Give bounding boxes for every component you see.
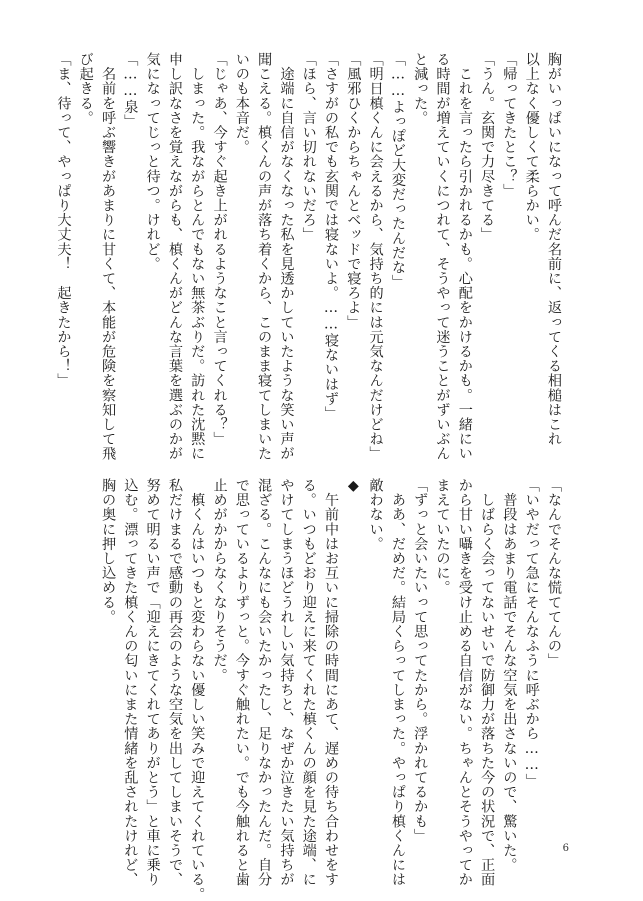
text-line: び起きる。 bbox=[77, 52, 94, 125]
text-line: 「じゃあ、今すぐ起き上がれるようなこと言ってくれる？」 bbox=[211, 52, 228, 447]
text-line: と減った。 bbox=[412, 52, 429, 125]
text-line: 途端に自信がなくなった私を見透かしていたような笑い声が bbox=[278, 52, 295, 461]
section-break-diamond: ◆ bbox=[345, 478, 362, 495]
text-line: 混ざる。こんなにも会いたかったし、足りなかったんだ。自分 bbox=[256, 478, 273, 887]
text-line: 槙くんはいつもと変わらない優しい笑みで迎えてくれている。 bbox=[189, 478, 206, 901]
text-line: 努めて明るい声で「迎えにきてくれてありがとう」と車に乗り bbox=[144, 478, 161, 887]
text-line: 「……よっぽど大変だったんだな」 bbox=[389, 52, 406, 290]
text-line: る。いつもどおり迎えに来てくれた槙くんの顔を見た途端、に bbox=[300, 478, 317, 887]
text-line: 「なんでそんな慌ててんの」 bbox=[546, 478, 562, 668]
text-line: 「うん。玄関で力尽きてる」 bbox=[479, 52, 496, 242]
text-line: いのも本音だ。 bbox=[233, 52, 250, 155]
text-line: 名前を呼ぶ響きがあまりに甘くて、本能が危険を察知して飛 bbox=[100, 52, 117, 461]
text-line: まえていたのに。 bbox=[434, 478, 451, 595]
text-line: 「ずっと会いたいって思ってたから。浮かれてるかも」 bbox=[412, 478, 429, 843]
text-line: 止めがかからなくなりそうだ。 bbox=[211, 478, 228, 683]
page-number: 6 bbox=[562, 843, 569, 854]
text-line: 申し訳なさを覚えながらも、槙くんがどんな言葉を選ぶのかが bbox=[166, 52, 183, 461]
text-line: 胸がいっぱいになって呼んだ名前に、返ってくる相槌はこれ bbox=[546, 52, 562, 447]
text-line: 「ほら、言い切れないだろ」 bbox=[300, 52, 317, 242]
text-line: 普段はあまり電話でそんな空気を出さないので、驚いた。 bbox=[501, 478, 518, 873]
text-line: 胸の奥に押し込める。 bbox=[100, 478, 117, 624]
text-line: る時間が増えていくにつれて、そうやって迷うことがずいぶん bbox=[434, 52, 451, 461]
text-line: 気になってじっと待つ。けれど。 bbox=[144, 52, 161, 271]
text-line: ああ、だめだ。結局くらってしまった。やっぱり槙くんには bbox=[389, 478, 406, 887]
text-line: 午前中はお互いに掃除の時間にあて、遅めの待ち合わせをす bbox=[323, 478, 340, 887]
text-line: しまった。我ながらとんでもない無茶ぶりだ。訪れた沈黙に bbox=[189, 52, 206, 461]
text-line: から甘い囁きを受け止める自信がない。ちゃんとそうやってか bbox=[456, 478, 473, 887]
text-line: 込む。漂ってきた槙くんの匂いにまた情緒を乱されたけれど、 bbox=[122, 478, 139, 887]
text-block-upper bbox=[52, 52, 565, 461]
text-line: 「さすがの私でも玄関では寝ないよ。……寝ないはず」 bbox=[323, 52, 340, 421]
text-line: 「いやだって急にそんなふうに呼ぶから……」 bbox=[523, 478, 540, 789]
text-line: 「帰ってきたとこ？」 bbox=[501, 52, 518, 198]
text-line: 私だけまるで感動の再会のような空気を出してしまいそうで、 bbox=[166, 478, 183, 887]
text-line: しばらく会ってないせいで防御力が落ちた今の状況で、正面 bbox=[479, 478, 496, 887]
text-block-lower bbox=[97, 478, 565, 901]
text-line: 敵わない。 bbox=[367, 478, 384, 551]
text-line: 「……泉」 bbox=[122, 52, 139, 129]
text-line: 以上なく優しくて柔らかい。 bbox=[523, 52, 540, 242]
text-line: で思っているよりずっと。今すぐ触れたい。でも今触れると歯 bbox=[233, 478, 250, 887]
text-line: 「風邪ひくからちゃんとベッドで寝ろよ」 bbox=[345, 52, 362, 330]
text-line: やけてしまうほどうれしい気持ちと、なぜか泣きたい気持ちが bbox=[278, 478, 295, 887]
text-line: 聞こえる。槙くんの声が落ち着くから、このまま寝てしまいた bbox=[256, 52, 273, 461]
text-line: 「ま、待って、やっぱり大丈夫！ 起きたから！」 bbox=[55, 52, 72, 388]
text-line: 「明日槙くんに会えるから、気持ち的には元気なんだけどね」 bbox=[367, 52, 384, 461]
text-line: これを言ったら引かれるかも。心配をかけるかも。一緒にい bbox=[456, 52, 473, 461]
